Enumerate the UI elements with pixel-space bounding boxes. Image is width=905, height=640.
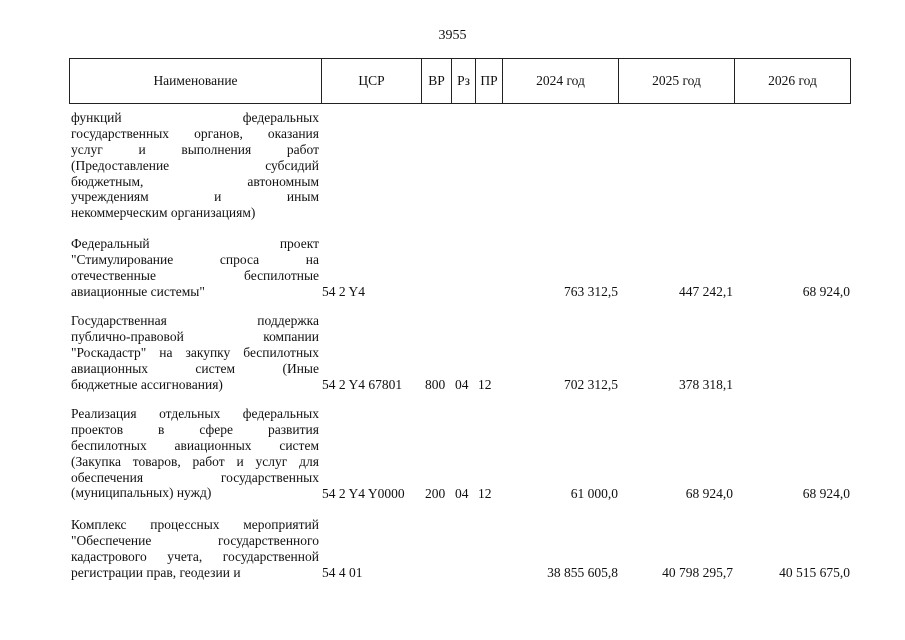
row-y2024: 763 312,5 <box>564 283 618 299</box>
row-y2024: 702 312,5 <box>564 376 618 392</box>
row-name-line: бюджетным, автономным <box>71 173 319 189</box>
row-y2026: 40 515 675,0 <box>779 564 850 580</box>
row-y2026: 68 924,0 <box>802 485 850 501</box>
row-name-line: проектов в сфере развития <box>71 421 319 437</box>
row-name-line: авиационные системы" <box>71 283 205 299</box>
row-y2025: 378 318,1 <box>679 376 733 392</box>
row-csr: 54 2 Y4 Y0000 <box>322 485 405 501</box>
row-pr: 12 <box>478 376 492 392</box>
row-name-line: Федеральный проект <box>71 236 319 251</box>
header-pr: ПР <box>480 73 498 88</box>
header-2025: 2025 год <box>652 73 701 88</box>
row-name-line: кадастрового учета, государственной <box>71 548 319 564</box>
row-name-line: "Роскадастр" на закупку беспилотных <box>71 344 319 360</box>
row-name <box>71 110 319 221</box>
row-y2024: 38 855 605,8 <box>547 564 618 580</box>
header-vr: ВР <box>428 73 445 88</box>
row-name <box>71 313 319 392</box>
row-name-line: функций федеральных <box>71 110 319 125</box>
row-name-line: услуг и выполнения работ <box>71 141 319 157</box>
row-name-line: регистрации прав, геодезии и <box>71 564 241 580</box>
row-name-line: (Закупка товаров, работ и услуг для <box>71 453 319 469</box>
row-name-line: отечественные беспилотные <box>71 267 319 283</box>
row-y2024: 61 000,0 <box>570 485 618 501</box>
page-number: 3955 <box>438 28 467 43</box>
row-csr: 54 4 01 <box>322 564 363 580</box>
row-name-line: (муниципальных) нужд) <box>71 485 212 501</box>
row-name-line: обеспечения государственных <box>71 469 319 485</box>
table-header <box>69 58 851 104</box>
row-name-line: бюджетные ассигнования) <box>71 376 223 392</box>
header-2024: 2024 год <box>536 73 585 88</box>
header-csr: ЦСР <box>358 73 385 88</box>
row-rz: 04 <box>455 376 469 392</box>
row-name-line: беспилотных авиационных систем <box>71 437 319 453</box>
row-y2025: 447 242,1 <box>679 283 733 299</box>
row-name-line: государственных органов, оказания <box>71 125 319 141</box>
row-pr: 12 <box>478 485 492 501</box>
row-name-line: (Предоставление субсидий <box>71 157 319 173</box>
row-name-line: некоммерческим организациям) <box>71 205 256 221</box>
row-name-line: "Стимулирование спроса на <box>71 251 319 267</box>
row-csr: 54 2 Y4 <box>322 283 365 299</box>
row-name-line: "Обеспечение государственного <box>71 532 319 548</box>
header-name: Наименование <box>153 73 238 88</box>
row-rz: 04 <box>455 485 469 501</box>
row-name-line: Реализация отдельных федеральных <box>71 406 319 421</box>
row-name-line: Государственная поддержка <box>71 313 319 328</box>
row-name-line: учреждениям и иным <box>71 189 319 205</box>
row-name <box>71 517 319 581</box>
row-name-line: публично-правовой компании <box>71 328 319 344</box>
row-csr: 54 2 Y4 67801 <box>322 376 403 392</box>
header-rz: Рз <box>457 73 470 88</box>
row-vr: 200 <box>425 485 446 501</box>
row-name <box>71 236 319 300</box>
row-name <box>71 406 319 501</box>
header-2026: 2026 год <box>768 73 817 88</box>
row-vr: 800 <box>425 376 446 392</box>
row-y2026: 68 924,0 <box>802 283 850 299</box>
row-name-line: Комплекс процессных мероприятий <box>71 517 319 532</box>
row-name-line: авиационных систем (Иные <box>71 360 319 376</box>
row-y2025: 68 924,0 <box>685 485 733 501</box>
row-y2025: 40 798 295,7 <box>662 564 733 580</box>
